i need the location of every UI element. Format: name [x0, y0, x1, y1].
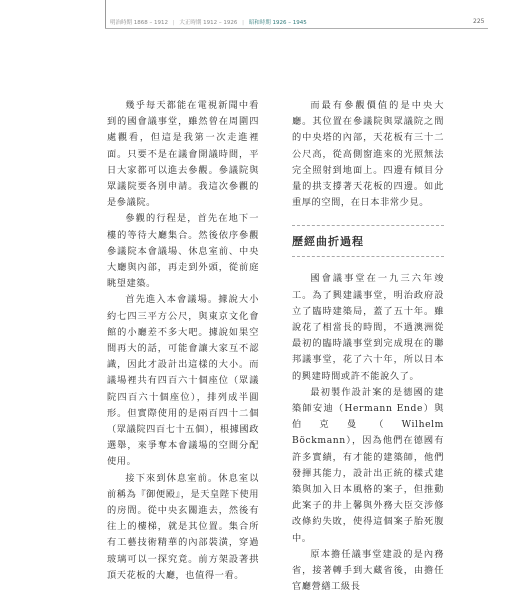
left-column: [107, 98, 259, 584]
crumb-meiji: 明治時期 1868 – 1912: [110, 20, 168, 26]
paragraph: 國會議事堂在一九三六年竣工。為了興建議事堂，明治政府設立了臨時建築局，蓋了五十年。雖說花了相當長的時間，不過澳洲從最初的臨時議事堂到完成現在的聯邦議事堂，花了六十年，所以日本的興建時間或許不能說久了。: [292, 273, 444, 382]
section-heading-block: [292, 225, 444, 257]
running-header: [110, 18, 310, 26]
paragraph: 接下來到休息室前。休息室以前稱為『御便殿』，是天皇陛下使用的房間。從中央玄關進去，然後有往上的樓梯，就是其位置。集合所有工藝技術精華的內部裝潢，穿過玻璃可以一探究竟。前方架設著拱頂天花板的大廳，也值得一看。: [107, 472, 259, 581]
crumb-showa: 昭和時期 1926 – 1945: [248, 20, 307, 26]
header-vertical-rule: [105, 0, 106, 28]
paragraph: 最初製作設計案的是德國的建築師安迪（Hermann Ende）與伯克曼（Wilhelm Böckmann），因為他們在德國有許多實績，有才能的建築師，他們發揮其能力，設計出正統的樣式建築與加入日本風格的案子，但推動此案子的井上馨與外務大臣交涉修改條約失敗，使得這個案子胎死腹中。: [292, 386, 444, 544]
crumb-separator: |: [172, 20, 175, 26]
page-header: [0, 0, 520, 36]
paragraph: 而最有參觀價值的是中央大廳。其位置在參議院與眾議院之間的中央塔的內部，天花板有三十二公尺高，從高側窗進來的光照無法完全照射到地面上。四邊有傾目分量的拱支撐著天花板的四邊。如此重厚的空間，在日本非常少見。: [292, 100, 444, 209]
section-heading: 歷經曲折過程: [292, 235, 364, 249]
right-column: [292, 98, 444, 595]
paragraph: 首先進入本會議場。據說大小約七四三平方公尺，與東京文化會館的小廳差不多大吧。據說如果空間再大的話，可能會讓大家互不認識，因此才設計出這樣的大小。而議場裡共有四百六十個座位（眾議院四百六十個座位），排列成半圓形。但實際使用的是兩百四十二個（眾議院四百七十五個），根據國政選舉，來爭奪本會議場的空間分配使用。: [107, 294, 259, 468]
crumb-separator: |: [242, 20, 244, 26]
header-horizontal-rule: [105, 28, 488, 29]
crumb-taisho: 大正時期 1912 – 1926: [179, 20, 238, 26]
paragraph: 原本擔任議事堂建設的是內務省，接著轉手到大藏省後，由擔任官廳營繕工級長: [292, 548, 444, 593]
paragraph: 參觀的行程是，首先在地下一樓的等待大廳集合。然後依序參觀參議院本會議場、休息室前、中央大廳與內部，再走到外頭，從前庭眺望建築。: [107, 213, 259, 290]
page-number: 225: [473, 18, 485, 25]
paragraph: 幾乎每天都能在電視新聞中看到的國會議事堂，雖然曾在周圍四處觀看，但這是我第一次走進裡面。只要不是在議會開議時間，平日大家都可以進去參觀。參議院與眾議院要各別申請。我這次參觀的是參議院。: [107, 100, 259, 209]
